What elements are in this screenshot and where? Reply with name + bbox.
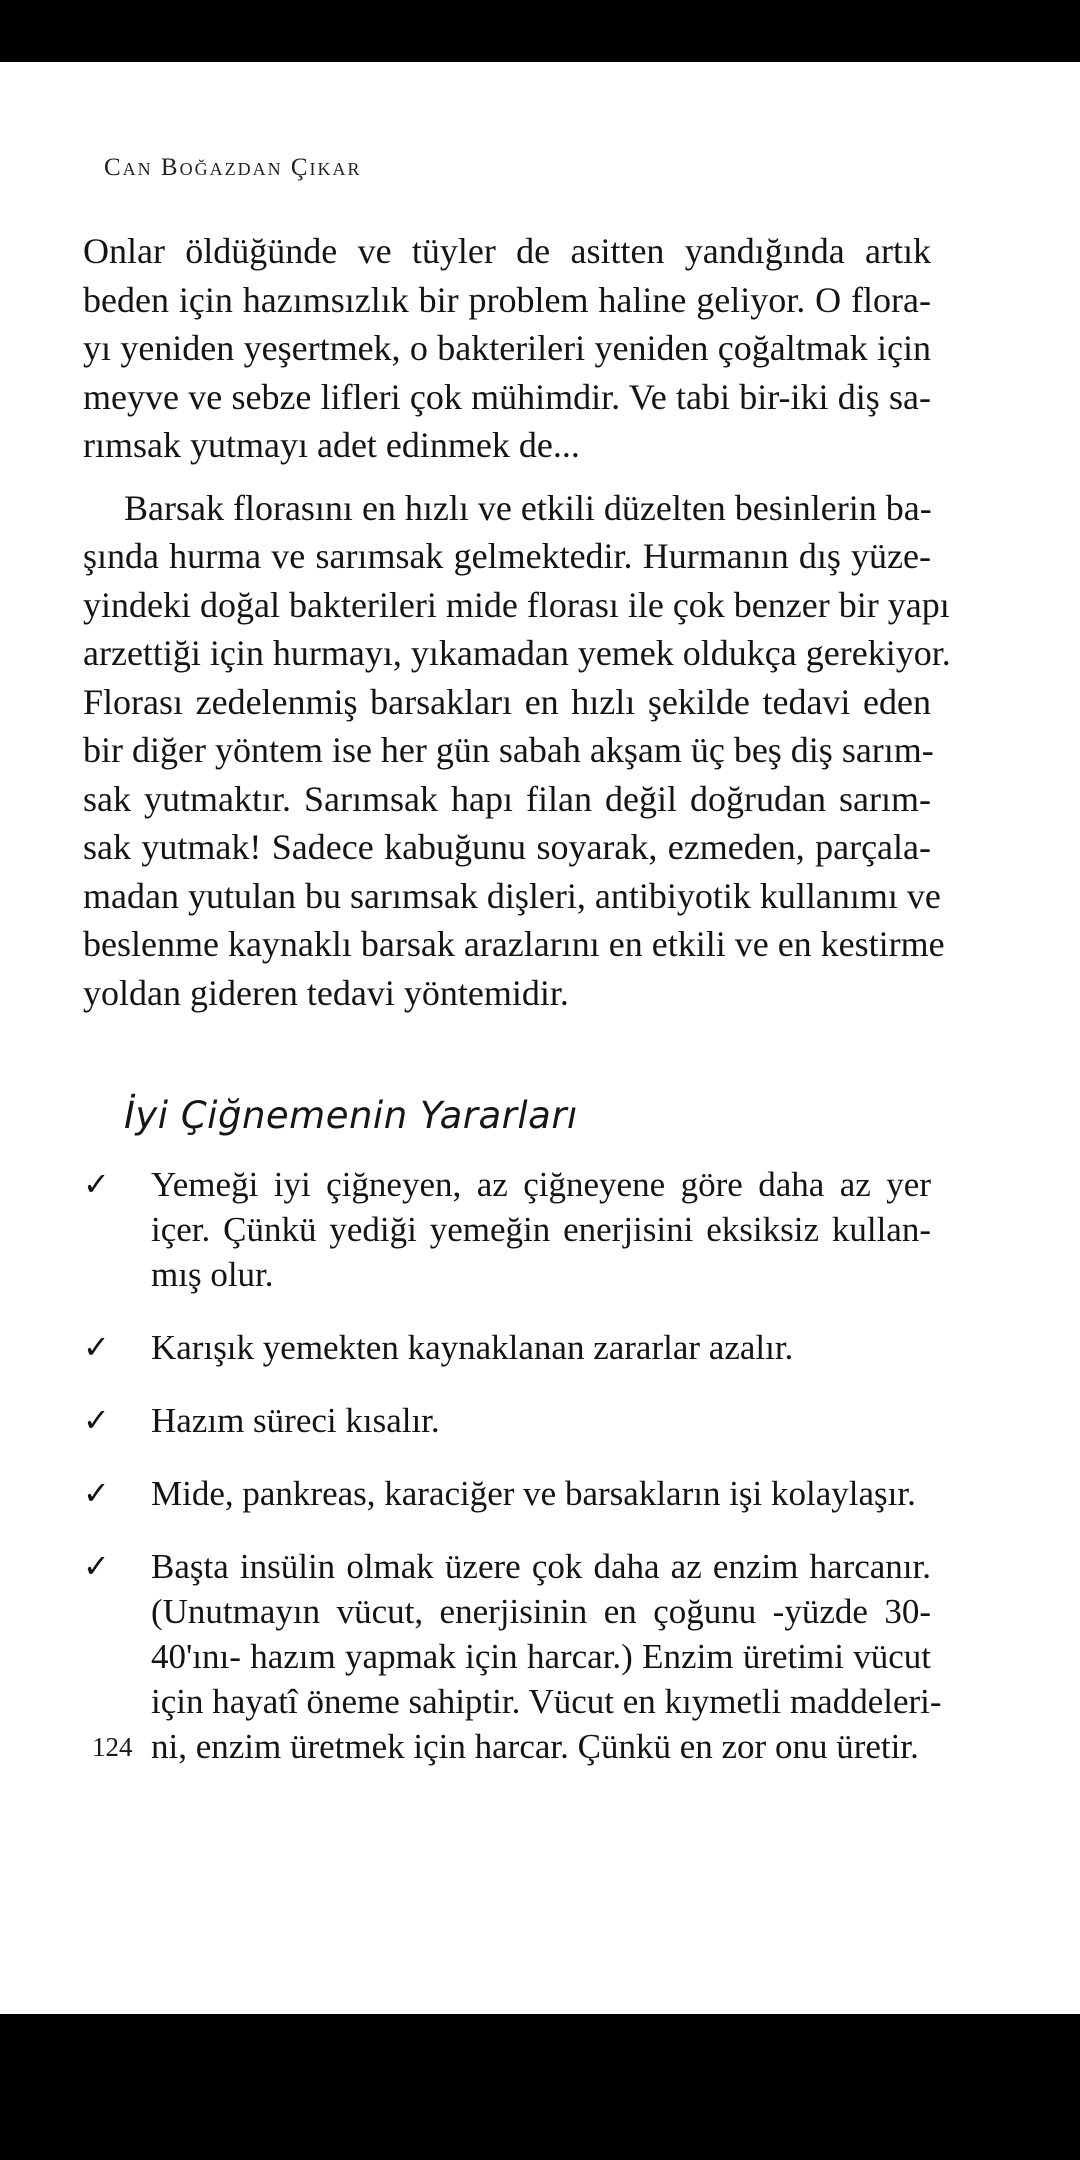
text-line: ni, enzim üretmek için harcar. Çünkü en zor onu üretir. (151, 1727, 919, 1766)
text-line: rımsak yutmayı adet edinmek de... (83, 425, 580, 465)
text-line: Mide, pankreas, karaciğer ve barsakların işi kolaylaşır. (151, 1474, 916, 1513)
text-line: yı yeniden yeşertmek, o bakterileri yeniden çoğaltmak için (83, 328, 931, 368)
text-line: beden için hazımsızlık bir problem haline geliyor. O flora- (83, 279, 931, 320)
page-number: 124 (92, 1732, 133, 1762)
section-heading: İyi Çiğnemenin Yararları (124, 1094, 578, 1137)
text-line: Başta insülin olmak üzere çok daha az enzim harcanır. (151, 1547, 931, 1586)
checklist-item (83, 1162, 931, 1297)
checkmark-icon: ✓ (83, 1547, 110, 1585)
text-line: Yemeği iyi çiğneyen, az çiğneyene göre daha az yer (151, 1165, 931, 1204)
body-text (83, 227, 951, 1017)
text-line: bir diğer yöntem ise her gün sabah akşam üç beş diş sarım- (83, 730, 934, 770)
text-line: yindeki doğal bakterileri mide florası ile çok benzer bir yapı (83, 584, 950, 625)
checkmark-icon: ✓ (83, 1474, 110, 1512)
text-line: meyve ve sebze lifleri çok mühimdir. Ve tabi bir-iki diş sa- (83, 376, 931, 417)
running-head: Can Boğazdan Çıkar (104, 154, 362, 181)
text-line: arzettiği için hurmayı, yıkamadan yemek oldukça gerekiyor. (83, 633, 951, 673)
checklist-item (83, 1325, 931, 1370)
text-line: 40'ını- hazım yapmak için harcar.) Enzim üretimi vücut (151, 1637, 931, 1676)
text-line: şında hurma ve sarımsak gelmektedir. Hurmanın dış yüze- (83, 536, 931, 576)
text-line: Barsak florasını en hızlı ve etkili düzelten besinlerin ba- (124, 487, 932, 528)
checklist-item (83, 1544, 942, 1769)
text-line: mış olur. (151, 1255, 274, 1294)
bottom-black-bar (0, 2014, 1080, 2160)
text-line: beslenme kaynaklı barsak arazlarını en etkili ve en kestirme (83, 924, 945, 964)
top-black-bar (0, 0, 1080, 62)
paragraph-2 (83, 484, 951, 1018)
text-line: (Unutmayın vücut, enerjisinin en çoğunu -yüzde 30- (151, 1592, 931, 1631)
text-line: Hazım süreci kısalır. (151, 1401, 440, 1440)
text-line: sak yutmaktır. Sarımsak hapı filan değil doğrudan sarım- (83, 778, 931, 819)
text-line: içer. Çünkü yediği yemeğin enerjisini eksiksiz kullan- (151, 1210, 931, 1249)
checkmark-icon: ✓ (83, 1165, 110, 1203)
checkmark-icon: ✓ (83, 1401, 110, 1439)
benefits-checklist (83, 1162, 942, 1797)
text-line: Florası zedelenmiş barsakları en hızlı şekilde tedavi eden (83, 681, 931, 722)
text-line: için hayatî öneme sahiptir. Vücut en kıymetli maddeleri- (151, 1682, 942, 1721)
checklist-item (83, 1398, 931, 1443)
text-line: sak yutmak! Sadece kabuğunu soyarak, ezmeden, parçala- (83, 827, 931, 867)
checklist-item (83, 1471, 931, 1516)
paragraph-1 (83, 227, 931, 470)
text-line: yoldan gideren tedavi yöntemidir. (83, 972, 569, 1013)
text-line: madan yutulan bu sarımsak dişleri, antibiyotik kullanımı ve (83, 875, 941, 916)
text-line: Karışık yemekten kaynaklanan zararlar azalır. (151, 1328, 794, 1367)
checkmark-icon: ✓ (83, 1328, 110, 1366)
book-page (0, 62, 1080, 2014)
text-line: Onlar öldüğünde ve tüyler de asitten yandığında artık (83, 231, 931, 271)
